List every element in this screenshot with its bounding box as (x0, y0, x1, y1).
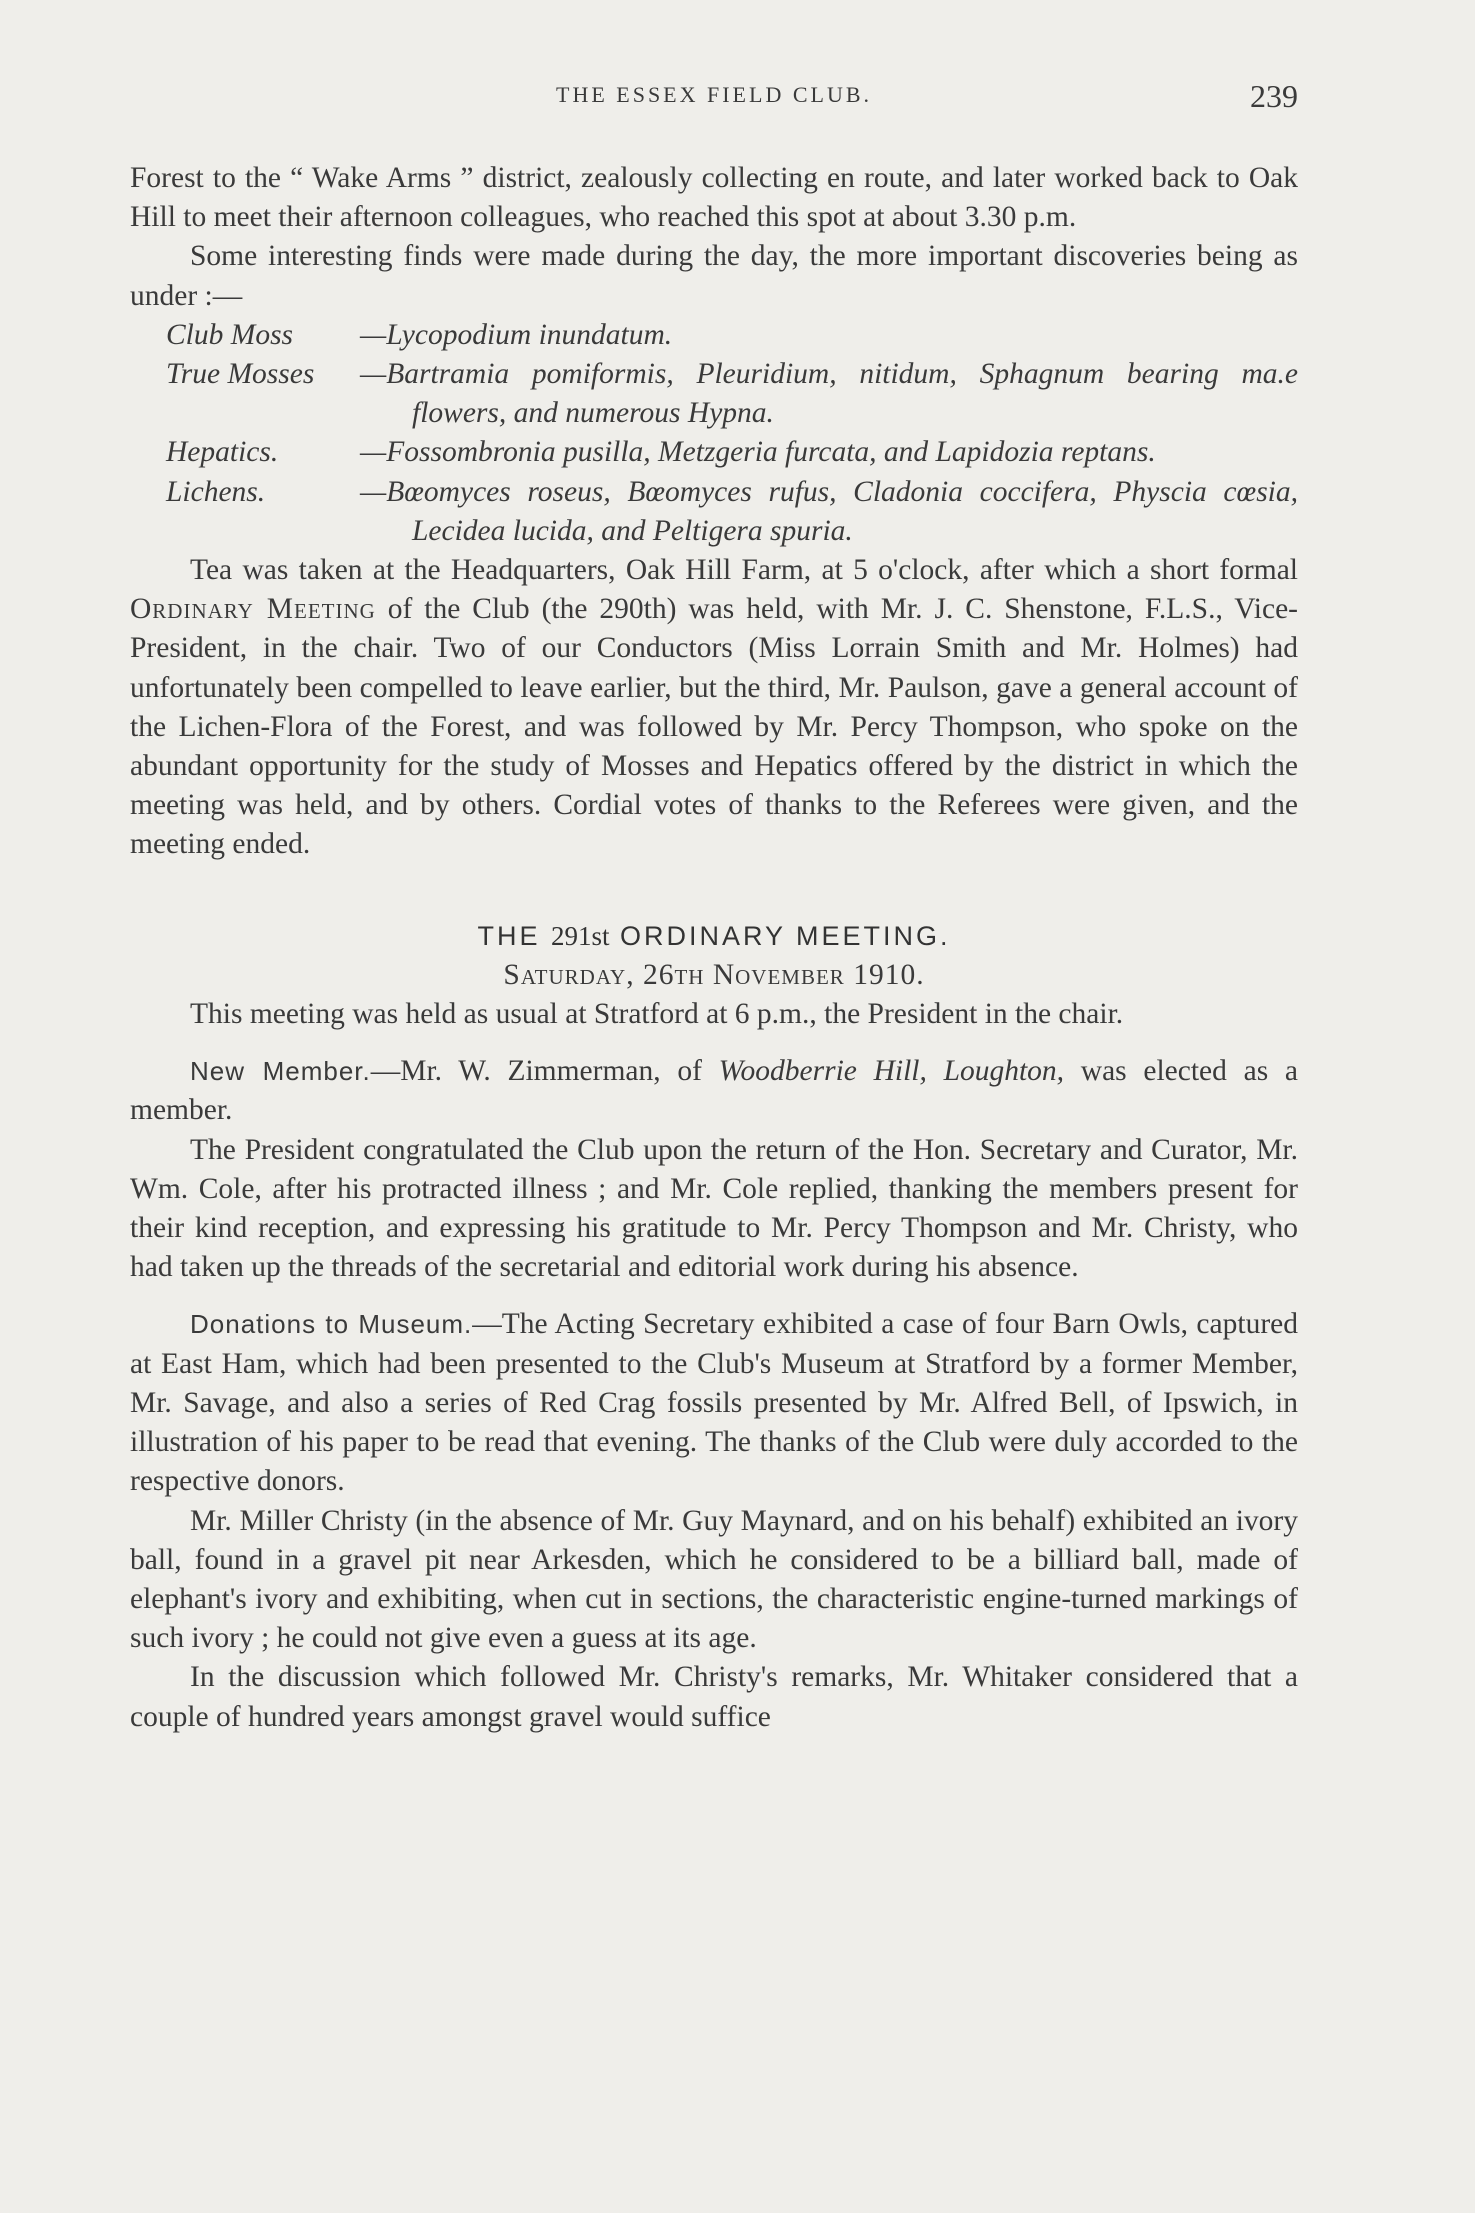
tea-text-after: of the Club (the 290th) was held, with Mr. J. C. Shenstone, F.L.S., Vice-President, in the chair. Two of our Conductors (Miss Lorrain Smith and Mr. Holmes) had unfortunately been compelled to leave earlier, but the third, Mr. Paulson, gave a general account of the Lichen-Flora of the Forest, and was followed by Mr. Percy Thompson, who spoke on the abundant opportunity for the study of Mosses and Hepatics offered by the district in which the meeting was held, and by others. Cordial votes of thanks to the Referees were given, and the meeting ended. (130, 593, 1298, 861)
find-description: —Lycopodium inundatum. (360, 318, 673, 351)
meeting-heading (130, 917, 1298, 956)
find-description: —Fossombronia pusilla, Metzgeria furcata, and Lapidozia reptans. (360, 436, 1156, 469)
running-head (130, 78, 1298, 118)
find-label: Club Moss (166, 318, 294, 351)
body-text (130, 159, 1298, 1737)
tea-paragraph (130, 551, 1298, 865)
discussion-paragraph: In the discussion which followed Mr. Christy's remarks, Mr. Whitaker considered that a couple of hundred years amongst gravel would suffice (130, 1661, 1298, 1733)
find-description: —Bartramia pomiformis, Pleuridium, nitidum, Sphagnum bearing ma.e flowers, and numerous Hypna. (360, 358, 1298, 430)
meeting-date: Saturday, 26th November 1910. (503, 958, 925, 991)
heading-suffix: ORDINARY MEETING. (609, 920, 951, 951)
find-item (130, 316, 1298, 355)
find-label: Lichens. (166, 475, 266, 508)
find-item (130, 355, 1298, 433)
tea-text-before: Tea was taken at the Headquarters, Oak Hill Farm, at 5 o'clock, after which a short formal (190, 554, 1298, 587)
page-number: 239 (1250, 78, 1298, 114)
meeting-intro-paragraph: This meeting was held as usual at Stratford at 6 p.m., the President in the chair. (190, 998, 1124, 1031)
find-item (130, 433, 1298, 472)
new-member-text: —Mr. W. Zimmerman, of (370, 1055, 719, 1088)
ordinary-meeting-term: Ordinary Meeting (130, 593, 376, 626)
finds-intro-paragraph: Some interesting finds were made during the day, the more important discoveries being as under :— (130, 240, 1298, 312)
new-member-label: New Member. (190, 1056, 371, 1087)
find-item (130, 473, 1298, 551)
finds-list (130, 316, 1298, 551)
intro-paragraph: Forest to the “ Wake Arms ” district, zealously collecting en route, and later worked back to Oak Hill to meet their afternoon colleagues, who reached this spot at about 3.30 p.m. (130, 162, 1298, 234)
heading-number: 291st (550, 920, 610, 951)
find-description: —Bœomyces roseus, Bœomyces rufus, Cladonia coccifera, Physcia cœsia, Lecidea lucida, and Peltigera spuria. (360, 475, 1298, 547)
find-label: Hepatics. (166, 436, 279, 469)
donations-text: —The Acting Secretary exhibited a case of four Barn Owls, captured at East Ham, which had been presented to the Club's Museum at Stratford by a former Member, Mr. Savage, and also a series of Red Crag fossils presented by Mr. Alfred Bell, of Ipswich, in illustration of his paper to be read that evening. The thanks of the Club were duly accorded to the respective donors. (130, 1308, 1298, 1498)
new-member-place: Woodberrie Hill, Loughton, (718, 1055, 1065, 1088)
donations-paragraph (130, 1305, 1298, 1501)
running-title: THE ESSEX FIELD CLUB. (556, 82, 872, 107)
donations-label: Donations to Museum. (190, 1309, 473, 1340)
new-member-text-end: was elected as a member. (130, 1055, 1298, 1127)
heading-prefix: THE (477, 920, 551, 951)
new-member-paragraph (130, 1052, 1298, 1130)
president-paragraph: The President congratulated the Club upon the return of the Hon. Secretary and Curator, Mr. Wm. Cole, after his protracted illness ; and Mr. Cole replied, thanking the members present for their kind reception, and expressing his gratitude to Mr. Percy Thompson and Mr. Christy, who had taken up the threads of the secretarial and editorial work during his absence. (130, 1133, 1298, 1284)
christy-paragraph: Mr. Miller Christy (in the absence of Mr. Guy Maynard, and on his behalf) exhibited an ivory ball, found in a gravel pit near Arkesden, which he considered to be a billiard ball, made of elephant's ivory and exhibiting, when cut in sections, the characteristic engine-turned markings of such ivory ; he could not give even a guess at its age. (130, 1504, 1298, 1655)
find-label: True Mosses (166, 358, 315, 391)
